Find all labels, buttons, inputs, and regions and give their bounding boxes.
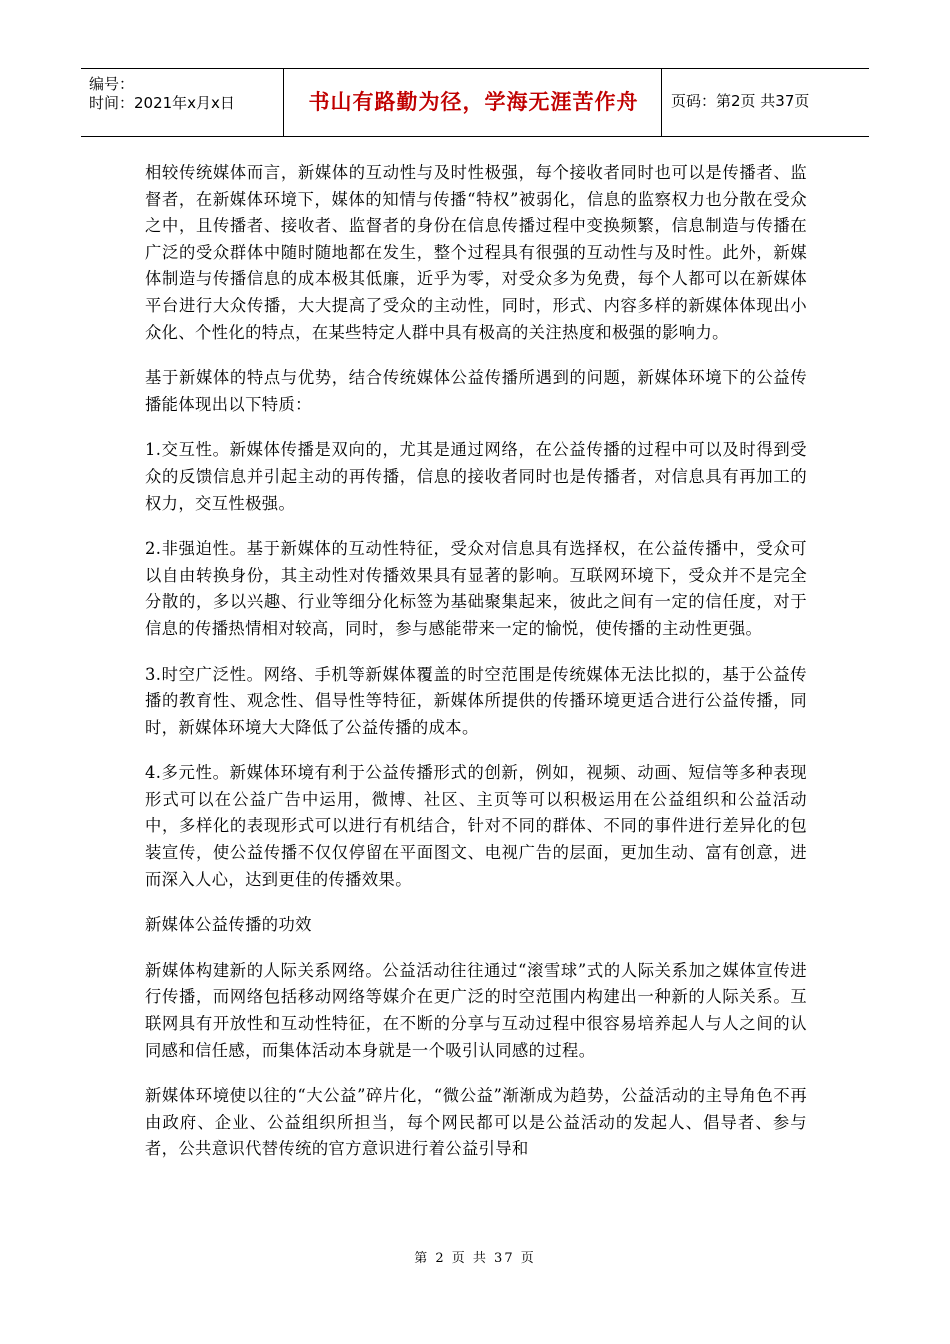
page-header bbox=[81, 68, 869, 137]
page-footer: 第 2 页 共 37 页 bbox=[414, 1251, 536, 1266]
paragraph: 3.时空广泛性。网络、手机等新媒体覆盖的时空范围是传统媒体无法比拟的，基于公益传播的教育性、观念性、倡导性等特征，新媒体所提供的传播环境更适合进行公益传播，同时，新媒体环境大大降低了公益传播的成本。 bbox=[145, 664, 807, 737]
header-top-rule bbox=[81, 68, 869, 69]
paragraph: 2.非强迫性。基于新媒体的互动性特征，受众对信息具有选择权，在公益传播中，受众可以自由转换身份，其主动性对传播效果具有显著的影响。互联网环境下，受众并不是完全分散的，多以兴趣、行业等细分化标签为基础聚集起来，彼此之间有一定的信任度，对于信息的传播热情相对较高，同时，参与感能带来一定的愉悦，使传播的主动性更强。 bbox=[145, 539, 807, 638]
paragraph: 相较传统媒体而言，新媒体的互动性与及时性极强，每个接收者同时也可以是传播者、监督者，在新媒体环境下，媒体的知情与传播“特权”被弱化，信息的监察权力也分散在受众之中，且传播者、接收者、监督者的身份在信息传播过程中变换频繁，信息制造与传播在广泛的受众群体中随时随地都在发生，整个过程具有很强的互动性与及时性。此外，新媒体制造与传播信息的成本极其低廉，近乎为零，对受众多为免费，每个人都可以在新媒体平台进行大众传播，大大提高了受众的主动性，同时，形式、内容多样的新媒体体现出小众化、个性化的特点，在某些特定人群中具有极高的关注热度和极强的影响力。 bbox=[145, 163, 807, 342]
document-number-label: 编号： bbox=[89, 75, 135, 93]
document-time-label: 时间：2021年x月x日 bbox=[89, 94, 235, 112]
header-page-info: 页码：第2页 共37页 bbox=[671, 92, 810, 110]
paragraph: 新媒体环境使以往的“大公益”碎片化，“微公益”渐渐成为趋势，公益活动的主导角色不再由政府、企业、公益组织所担当，每个网民都可以是公益活动的发起人、倡导者、参与者，公共意识代替传统的官方意识进行着公益引导和 bbox=[145, 1086, 807, 1159]
paragraph: 4.多元性。新媒体环境有利于公益传播形式的创新，例如，视频、动画、短信等多种表现形式可以在公益广告中运用，微博、社区、主页等可以积极运用在公益组织和公益活动中，多样化的表现形式可以进行有机结合，针对不同的群体、不同的事件进行差异化的包装宣传，使公益传播不仅仅停留在平面图文、电视广告的层面，更加生动、富有创意，进而深入人心，达到更佳的传播效果。 bbox=[145, 763, 807, 889]
header-divider-1 bbox=[283, 68, 284, 137]
document-body bbox=[145, 160, 807, 1182]
header-bottom-rule bbox=[81, 136, 869, 137]
paragraph: 1.交互性。新媒体传播是双向的，尤其是通过网络，在公益传播的过程中可以及时得到受众的反馈信息并引起主动的再传播，信息的接收者同时也是传播者，对信息具有再加工的权力，交互性极强。 bbox=[145, 440, 807, 513]
section-heading: 新媒体公益传播的功效 bbox=[145, 915, 312, 935]
header-divider-2 bbox=[661, 68, 662, 137]
header-motto: 书山有路勤为径，学海无涯苦作舟 bbox=[308, 90, 639, 114]
paragraph: 新媒体构建新的人际关系网络。公益活动往往通过“滚雪球”式的人际关系加之媒体宣传进行传播，而网络包括移动网络等媒介在更广泛的时空范围内构建出一种新的人际关系。互联网具有开放性和互动性特征，在不断的分享与互动过程中很容易培养起人与人之间的认同感和信任感，而集体活动本身就是一个吸引认同感的过程。 bbox=[145, 960, 807, 1060]
paragraph: 基于新媒体的特点与优势，结合传统媒体公益传播所遇到的问题，新媒体环境下的公益传播能体现出以下特质： bbox=[145, 368, 807, 414]
